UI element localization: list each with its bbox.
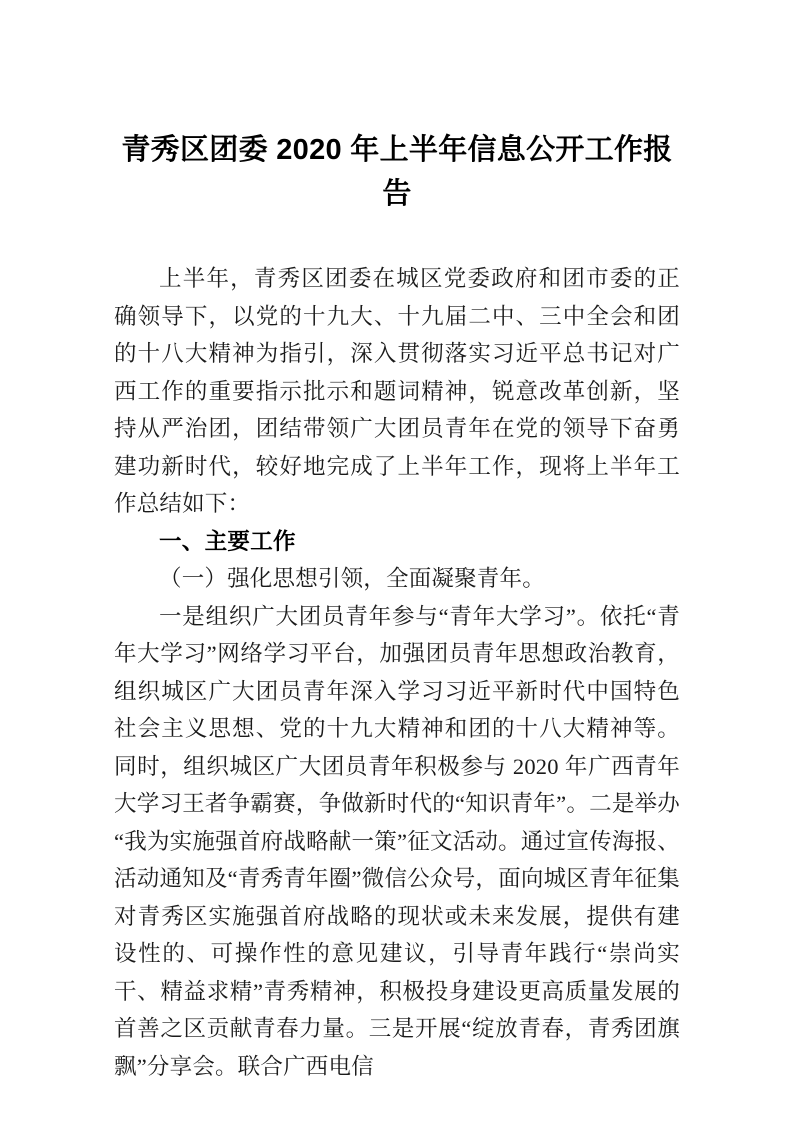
document-content: [114, 128, 680, 1085]
subsection-heading-ideological-guidance: （一）强化思想引领，全面凝聚青年。: [159, 566, 545, 591]
page-title: 青秀区团委 2020 年上半年信息公开工作报告: [121, 134, 673, 210]
title-spacer: [114, 216, 680, 260]
section-heading-main-work: 一、主要工作: [159, 528, 296, 554]
paragraph-subsection-1-1-body: 一是组织广大团员青年参与“青年大学习”。依托“青年大学习”网络学习平台，加强团员青年思想政治教育，组织城区广大团员青年深入学习习近平新时代中国特色社会主义思想、党的十九大精神和团的十八大精神等。同时，组织城区广大团员青年积极参与 2020 年广西青年大学习王者争霸赛，争做新时代的“知识青年”。二是举办“我为实施强首府战略献一策”征文活动。通过宣传海报、活动通知及“青秀青年圈”微信公众号，面向城区青年征集对青秀区实施强首府战略的现状或未来发展，提供有建设性的、可操作性的意见建议，引导青年践行“崇尚实干、精益求精”青秀精神，积极投身建设更高质量发展的首善之区贡献青春力量。三是开展“绽放青春，青秀团旗飘”分享会。联合广西电信: [114, 603, 680, 1079]
paragraph-intro: 上半年，青秀区团委在城区党委政府和团市委的正确领导下，以党的十九大、十九届二中、三中全会和团的十八大精神为指引，深入贯彻落实习近平总书记对广西工作的重要指示批示和题词精神，锐意改革创新，坚持从严治团，团结带领广大团员青年在党的领导下奋勇建功新时代，较好地完成了上半年工作，现将上半年工作总结如下：: [114, 266, 680, 516]
